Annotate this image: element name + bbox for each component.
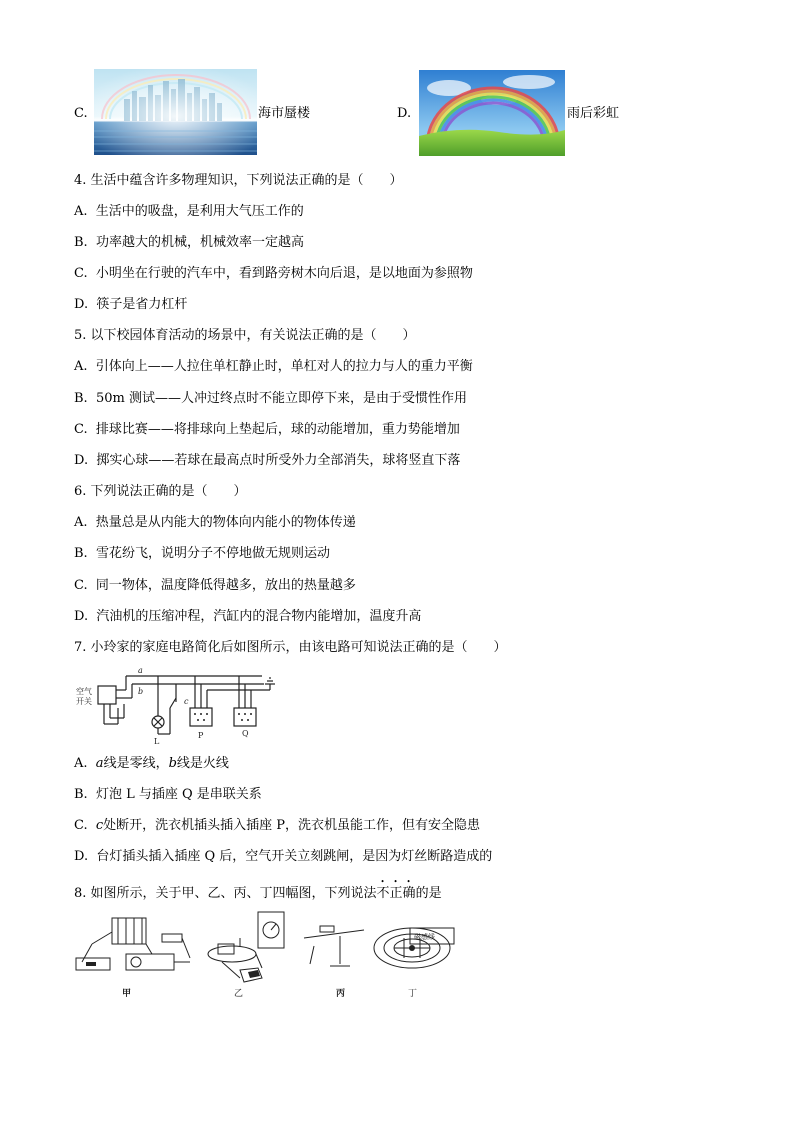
q6-option-d [74, 608, 421, 626]
q7-option-d [74, 848, 492, 866]
option-text: 雪花纷飞，说明分子不停地做无规则运动 [95, 546, 330, 561]
air-switch-label-1: 空气 [76, 687, 92, 696]
ding-text: 磁感线 [414, 933, 435, 941]
q5-option-c [74, 421, 460, 439]
socket-label-p: P [198, 731, 204, 740]
four-experiment-figures [72, 908, 462, 1000]
q6-stem: 6. 下列说法正确的是（ ） [74, 484, 247, 499]
air-switch-label-2: 开关 [76, 697, 92, 706]
figure-label-bing: 丙 [336, 989, 346, 999]
var-b: b [168, 756, 177, 771]
q3-option-c-letter: C. [74, 106, 88, 121]
q4-stem: 4. 生活中蕴含许多物理知识，下列说法正确的是（ ） [74, 173, 403, 188]
option-letter: C. [74, 818, 88, 833]
q8-stem-before: 8. 如图所示，关于甲、乙、丙、丁四幅图，下列说法 [74, 886, 377, 901]
option-letter: C. [74, 578, 88, 593]
q8-stem-after: 的是 [415, 886, 442, 901]
var-c: c [95, 818, 104, 833]
option-text: 小明坐在行驶的汽车中，看到路旁树木向后退，是以地面为参照物 [95, 266, 473, 281]
var-a: a [95, 756, 104, 771]
q8-stem-emphasis: 不正确 [376, 886, 416, 901]
option-text: 热量总是从内能大的物体向内能小的物体传递 [95, 515, 356, 530]
option-text: 台灯插头插入插座 Q 后，空气开关立刻跳闸，是因为灯丝断路造成的 [96, 849, 493, 864]
option-text: 灯泡 L 与插座 Q 是串联关系 [95, 787, 262, 802]
option-letter: D. [74, 609, 89, 624]
option-letter: D. [74, 453, 89, 468]
option-letter: A. [74, 756, 88, 771]
q5-option-d [74, 452, 460, 470]
mirage-image [94, 69, 257, 155]
q7-option-a [74, 755, 229, 773]
option-letter: A. [74, 204, 88, 219]
q4-option-c [74, 265, 473, 283]
household-circuit-diagram [74, 664, 284, 746]
q4-option-b [74, 234, 304, 252]
option-letter: A. [74, 515, 88, 530]
option-text: 生活中的吸盘，是利用大气压工作的 [95, 204, 304, 219]
figure-label-ding: 丁 [408, 989, 418, 999]
option-text: 排球比赛——将排球向上垫起后，球的动能增加，重力势能增加 [95, 422, 460, 437]
option-letter: B. [74, 546, 88, 561]
q6-option-a [74, 514, 356, 532]
option-text: 处断开，洗衣机插头插入插座 P，洗衣机虽能工作，但有安全隐患 [103, 818, 481, 833]
option-letter: B. [74, 391, 88, 406]
wire-label-b: b [138, 687, 144, 696]
option-letter: C. [74, 266, 88, 281]
point-label-c: c [184, 697, 189, 706]
figure-label-yi: 乙 [234, 989, 244, 999]
option-letter: C. [74, 422, 88, 437]
q4-option-a [74, 203, 304, 221]
q3-option-c-caption: 海市蜃楼 [258, 106, 311, 121]
rainbow-picture [419, 70, 565, 156]
q3-option-d-caption: 雨后彩虹 [567, 106, 620, 121]
q6-option-c [74, 577, 356, 595]
option-letter: B. [74, 787, 88, 802]
q5-option-a [74, 358, 473, 376]
q8-stem [74, 878, 442, 903]
q4-option-d [74, 296, 187, 314]
q3-option-d-letter: D. [397, 106, 412, 121]
figure-label-jia: 甲 [122, 989, 132, 999]
lamp-label-l: L [154, 737, 160, 746]
mirage-picture [94, 69, 257, 155]
option-letter: D. [74, 849, 89, 864]
option-text: 引体向上——人拉住单杠静止时，单杠对人的拉力与人的重力平衡 [95, 359, 473, 374]
q5-option-b [74, 390, 467, 408]
option-text: 50m 测试——人冲过终点时不能立即停下来，是由于受惯性作用 [95, 391, 467, 406]
option-text: 线是零线， [103, 756, 169, 771]
q7-option-c [74, 817, 480, 835]
option-text: 同一物体，温度降低得越多，放出的热量越多 [95, 578, 356, 593]
q5-stem: 5. 以下校园体育活动的场景中，有关说法正确的是（ ） [74, 328, 416, 343]
option-text: 汽油机的压缩冲程，汽缸内的混合物内能增加，温度升高 [96, 609, 422, 624]
option-text: 筷子是省力杠杆 [96, 297, 188, 312]
option-text: 功率越大的机械，机械效率一定越高 [95, 235, 304, 250]
option-text: 线是火线 [176, 756, 229, 771]
option-letter: D. [74, 297, 89, 312]
q6-option-b [74, 545, 330, 563]
option-letter: A. [74, 359, 88, 374]
q7-option-b [74, 786, 262, 804]
rainbow-image [419, 70, 565, 156]
option-text: 掷实心球——若球在最高点时所受外力全部消失，球将竖直下落 [96, 453, 461, 468]
socket-label-q: Q [242, 729, 249, 738]
wire-label-a: a [138, 666, 143, 675]
option-letter: B. [74, 235, 88, 250]
q7-stem: 7. 小玲家的家庭电路简化后如图所示，由该电路可知说法正确的是（ ） [74, 640, 507, 655]
